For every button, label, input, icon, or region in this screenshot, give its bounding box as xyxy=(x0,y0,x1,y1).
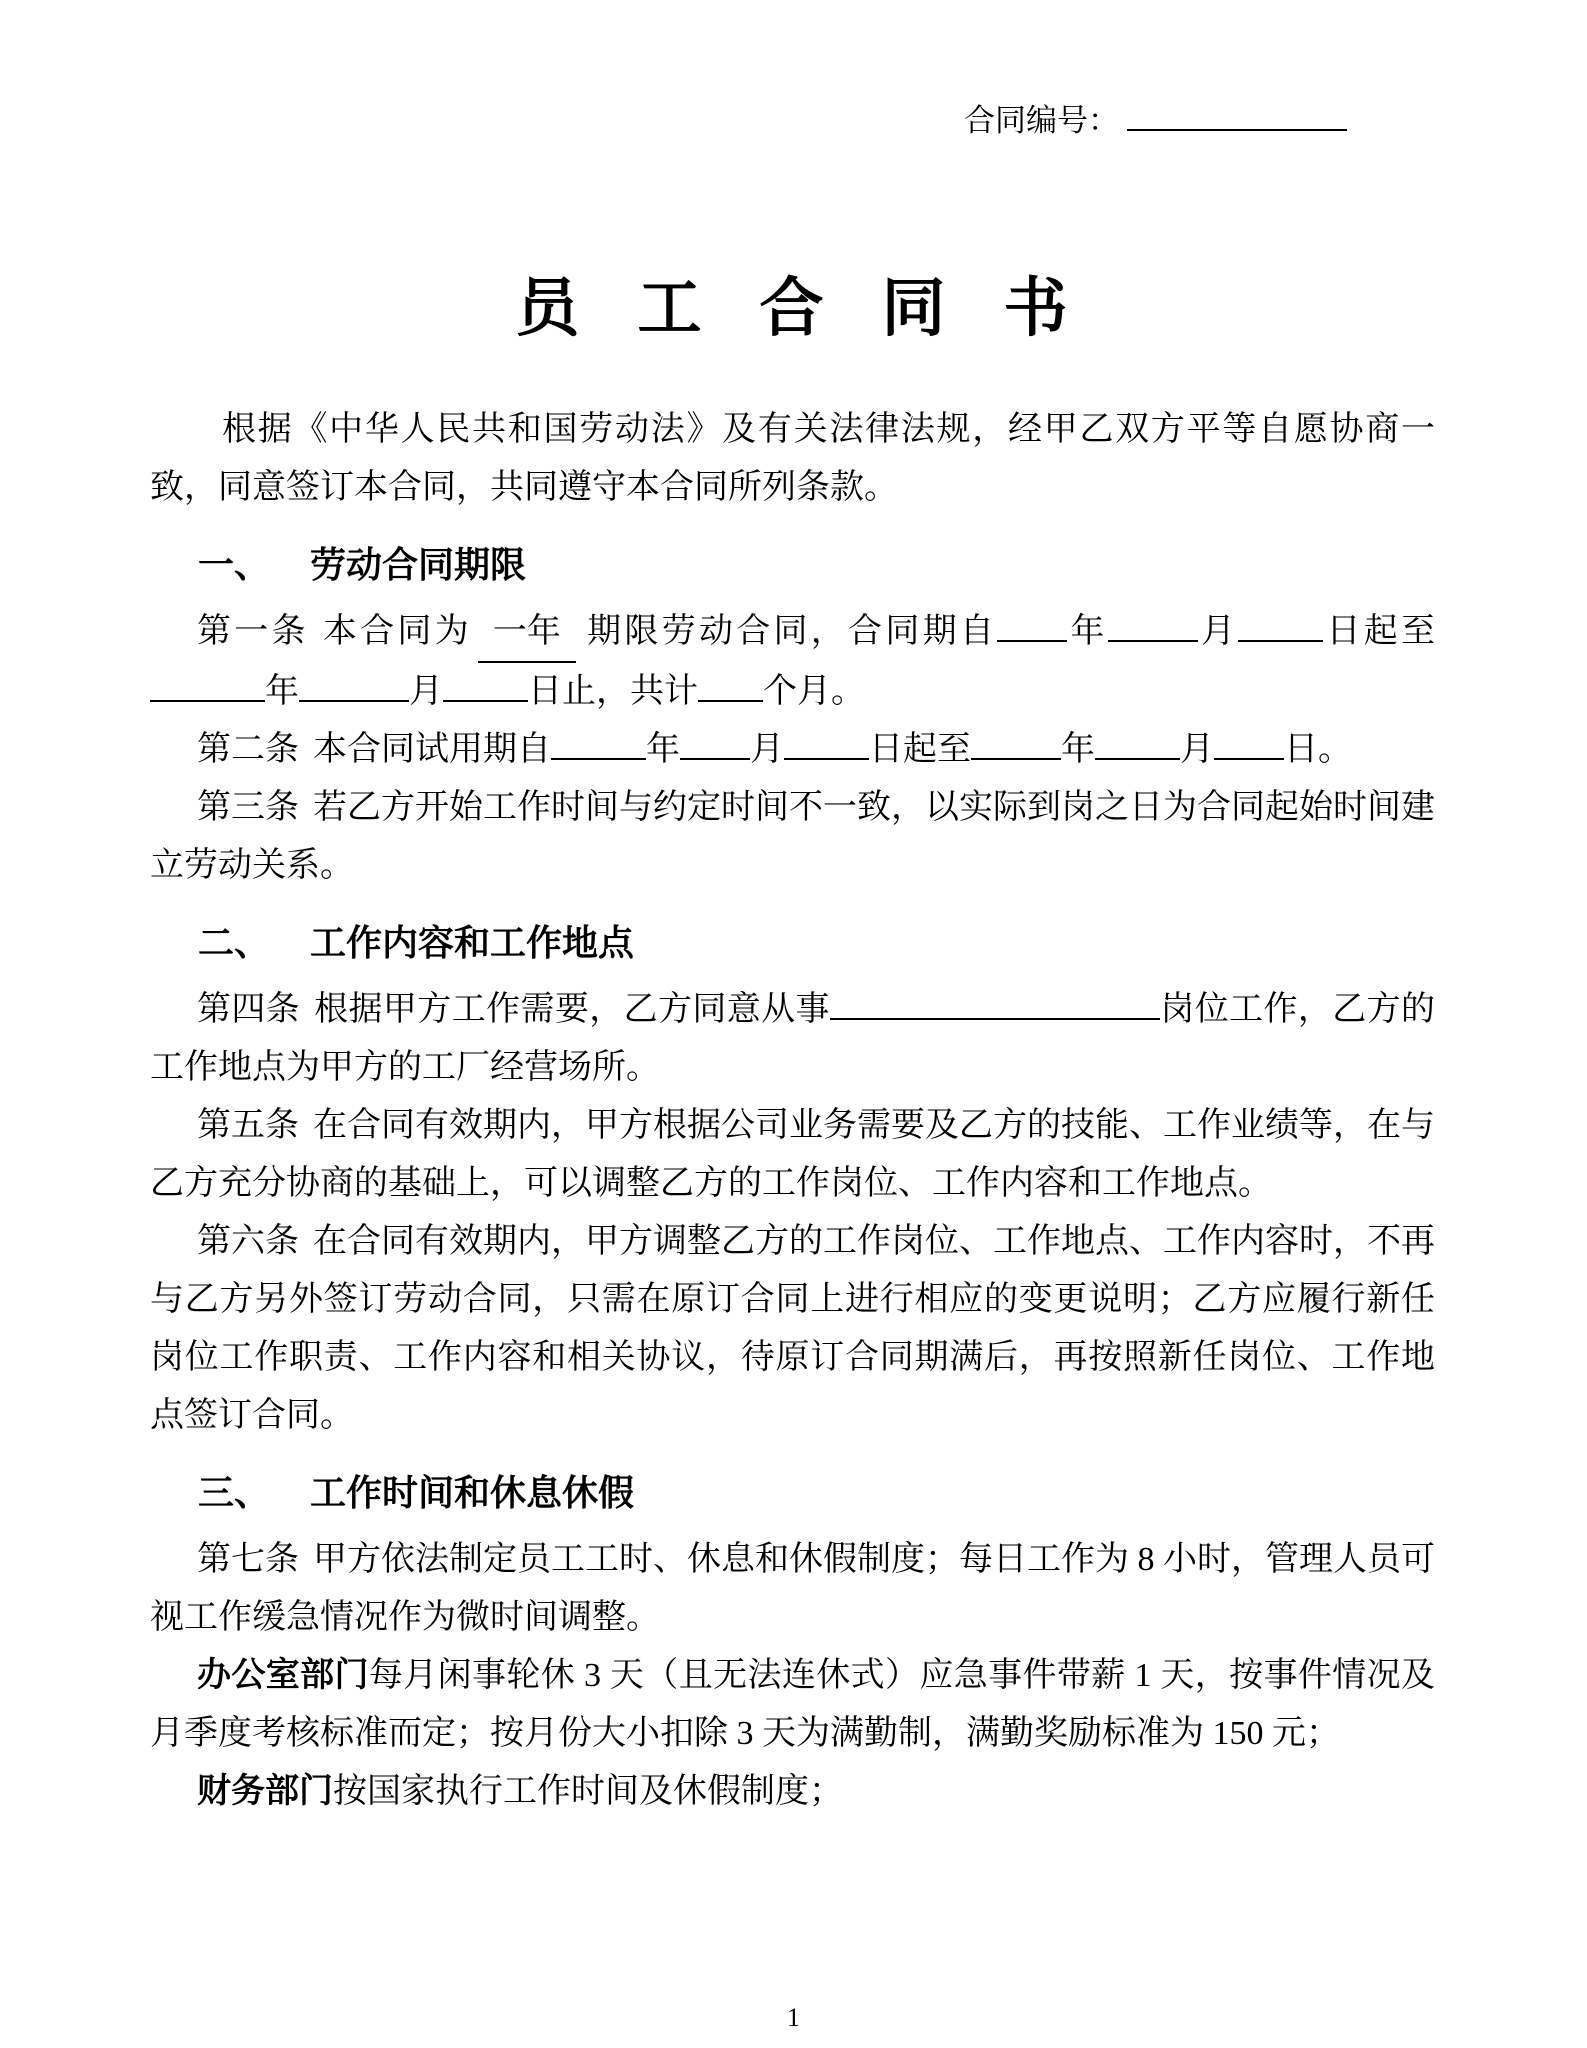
clause-2-text: 本合同试用期自 xyxy=(313,731,551,768)
end-year-blank xyxy=(150,666,265,702)
day-from-text: 日起至 xyxy=(1323,613,1436,650)
probation-end-month-blank xyxy=(1095,724,1180,760)
clause-2 xyxy=(150,721,1435,779)
clause-1-text2: 期限劳动合同，合同期自 xyxy=(583,613,998,650)
clause-4-label: 第四条 xyxy=(197,991,301,1028)
month-unit: 月 xyxy=(1197,613,1239,650)
clause-6-label: 第六条 xyxy=(197,1223,299,1260)
page-number: 1 xyxy=(787,2003,800,2032)
clause-4-text2: 岗位工作，乙方的工作地点为甲方的工厂经营场所。 xyxy=(150,991,1436,1086)
clause-7-label: 第七条 xyxy=(197,1541,299,1578)
clause-6 xyxy=(150,1213,1435,1445)
month-unit: 月 xyxy=(1180,731,1214,768)
section-3-heading xyxy=(150,1469,1435,1517)
section-2-title: 工作内容和工作地点 xyxy=(310,923,635,963)
probation-end-day-blank xyxy=(1214,724,1284,760)
clause-7-text: 甲方依法制定员工工时、休息和休假制度；每日工作为 8 小时，管理人员可视工作缓急情况作为微时间调整。 xyxy=(150,1541,1435,1636)
section-3-number: 三、 xyxy=(198,1473,271,1513)
document-title: 员 工 合 同 书 xyxy=(515,273,1070,344)
total-months-blank xyxy=(698,666,763,702)
office-department-lead: 办公室部门 xyxy=(197,1657,369,1694)
contract-number-line xyxy=(150,98,1347,141)
section-1-number: 一、 xyxy=(198,545,271,585)
contract-number-label: 合同编号： xyxy=(964,103,1119,138)
day-end-text: 日。 xyxy=(1284,731,1352,768)
start-year-blank xyxy=(997,606,1067,642)
section-2-heading xyxy=(150,919,1435,967)
year-unit: 年 xyxy=(265,673,299,710)
section-1-title: 劳动合同期限 xyxy=(310,545,527,585)
clause-1-label: 第一条 xyxy=(197,613,309,650)
probation-start-month-blank xyxy=(680,724,750,760)
section-2-number: 二、 xyxy=(198,923,271,963)
contract-number-blank xyxy=(1127,98,1347,131)
section-3-title: 工作时间和休息休假 xyxy=(310,1473,635,1513)
clause-3 xyxy=(150,779,1435,895)
finance-department-lead: 财务部门 xyxy=(197,1773,333,1810)
clause-5-text: 在合同有效期内，甲方根据公司业务需要及乙方的技能、工作业绩等，在与乙方充分协商的基础上，可以调整乙方的工作岗位、工作内容和工作地点。 xyxy=(150,1107,1435,1202)
section-1-heading xyxy=(150,541,1435,589)
month-unit: 月 xyxy=(750,731,784,768)
start-month-blank xyxy=(1108,606,1198,642)
finance-department-text: 按国家执行工作时间及休假制度； xyxy=(333,1773,843,1810)
probation-end-year-blank xyxy=(971,724,1061,760)
finance-department-paragraph xyxy=(150,1763,1435,1821)
months-unit: 个月。 xyxy=(763,673,865,710)
clause-7 xyxy=(150,1531,1435,1647)
clause-3-label: 第三条 xyxy=(197,789,299,826)
probation-start-year-blank xyxy=(551,724,646,760)
office-department-paragraph xyxy=(150,1647,1435,1763)
day-from-text: 日起至 xyxy=(869,731,971,768)
clause-5-label: 第五条 xyxy=(197,1107,299,1144)
clause-1 xyxy=(150,603,1435,721)
end-day-blank xyxy=(443,666,528,702)
year-unit: 年 xyxy=(646,731,680,768)
contract-term-underlined: 一年 xyxy=(478,603,576,663)
end-month-blank xyxy=(299,666,409,702)
year-unit: 年 xyxy=(1061,731,1095,768)
month-unit: 月 xyxy=(409,673,443,710)
clause-3-text: 若乙方开始工作时间与约定时间不一致，以实际到岗之日为合同起始时间建立劳动关系。 xyxy=(150,789,1435,884)
office-department-text: 每月闲事轮休 3 天（且无法连休式）应急事件带薪 1 天，按事件情况及月季度考核标准而定；按月份大小扣除 3 天为满勤制，满勤奖励标准为 150 元； xyxy=(150,1657,1436,1752)
job-position-blank xyxy=(830,984,1160,1020)
year-unit: 年 xyxy=(1067,613,1108,650)
clause-4-text: 根据甲方工作需要，乙方同意从事 xyxy=(314,991,830,1028)
clause-5 xyxy=(150,1097,1435,1213)
intro-paragraph: 根据《中华人民共和国劳动法》及有关法律法规，经甲乙双方平等自愿协商一致，同意签订本合同，共同遵守本合同所列条款。 xyxy=(150,411,1435,506)
probation-start-day-blank xyxy=(784,724,869,760)
clause-2-label: 第二条 xyxy=(197,731,299,768)
start-day-blank xyxy=(1238,606,1323,642)
day-until-text: 日止，共计 xyxy=(528,673,698,710)
clause-6-text: 在合同有效期内，甲方调整乙方的工作岗位、工作地点、工作内容时，不再与乙方另外签订劳动合同，只需在原订合同上进行相应的变更说明；乙方应履行新任岗位工作职责、工作内容和相关协议，待原订合同期满后，再按照新任岗位、工作地点签订合同。 xyxy=(150,1223,1435,1434)
clause-1-text: 本合同为 xyxy=(322,613,472,650)
clause-4 xyxy=(150,981,1435,1097)
